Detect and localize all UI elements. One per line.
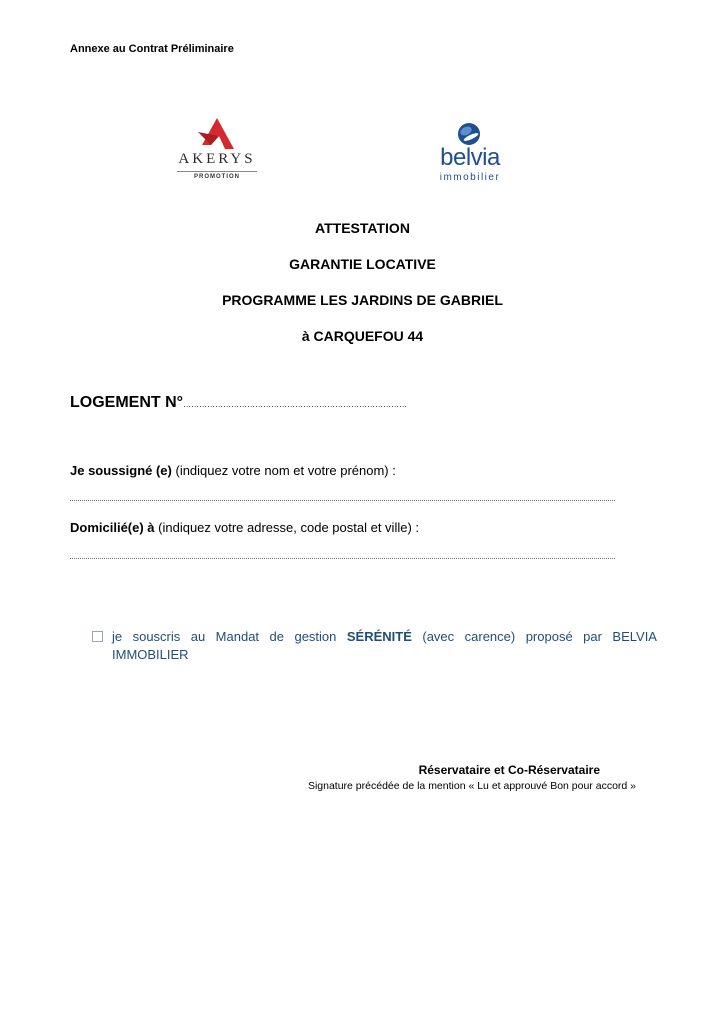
- serenite-after: (avec carence) proposé par BELVIA: [422, 629, 657, 644]
- akerys-logo: [172, 118, 262, 184]
- signature-title: Réservataire et Co-Réservataire: [418, 763, 600, 777]
- title-city: à CARQUEFOU 44: [301, 328, 424, 344]
- serenite-text-line2: IMMOBILIER: [112, 647, 189, 662]
- akerys-brand: AKERYS: [178, 151, 256, 167]
- signature-note: Signature précédée de la mention « Lu et approuvé Bon pour accord »: [307, 780, 636, 792]
- logement-dots: …………………………………………………………………………: [183, 400, 408, 409]
- soussigne-bold: Je soussigné (e): [70, 463, 172, 478]
- akerys-mark-icon: [198, 118, 234, 150]
- logement-label: LOGEMENT N°: [70, 394, 184, 411]
- domicile-bold: Domicilié(e) à: [70, 520, 155, 535]
- address-entry-line[interactable]: [70, 558, 615, 559]
- belvia-brand: belvia: [440, 144, 500, 171]
- serenite-checkbox[interactable]: [92, 631, 103, 642]
- title-attestation: ATTESTATION: [315, 220, 410, 236]
- title-programme: PROGRAMME LES JARDINS DE GABRIEL: [222, 292, 503, 308]
- domicile-label: [70, 520, 419, 535]
- title-garantie: GARANTIE LOCATIVE: [289, 256, 436, 272]
- serenite-text: [112, 628, 657, 646]
- soussigne-instruction: (indiquez votre nom et votre prénom) :: [171, 463, 396, 478]
- soussigne-label: [70, 463, 396, 478]
- akerys-divider: [177, 171, 257, 172]
- logement-field[interactable]: [70, 394, 407, 412]
- serenite-highlight: SÉRÉNITÉ: [346, 629, 412, 644]
- serenite-before: je souscris au Mandat de gestion: [112, 629, 337, 644]
- belvia-logo: [430, 122, 510, 184]
- belvia-sub: immobilier: [439, 172, 501, 183]
- globe-icon: [457, 122, 481, 146]
- annex-header: Annexe au Contrat Préliminaire: [70, 43, 234, 55]
- name-entry-line[interactable]: [70, 500, 615, 501]
- akerys-sub: PROMOTION: [194, 174, 240, 180]
- domicile-instruction: (indiquez votre adresse, code postal et ville) :: [154, 520, 419, 535]
